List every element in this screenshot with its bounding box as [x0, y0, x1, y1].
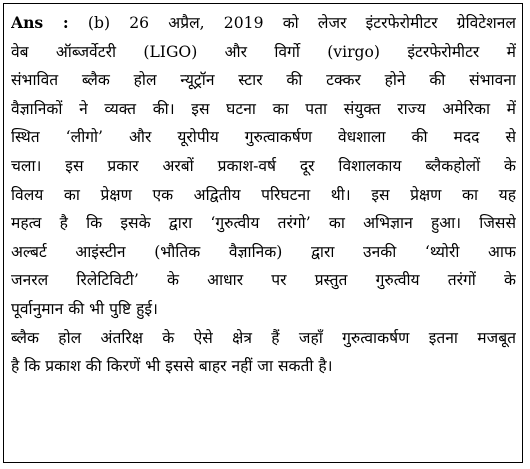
- paragraph2-line-1: ब्लैक होल अंतरिक्ष के ऐसे क्षेत्र हैं जहाँ गुरुत्वाकर्षण इतना मजबूत: [11, 328, 516, 347]
- paragraph1-line-8: महत्व है कि इसके द्वारा ‘गुरुत्वीय तरंगो’ का अभिज्ञान हुआ। जिससे: [11, 214, 516, 233]
- paragraph1-line-6: चला। इस प्रकार अरबों प्रकाश-वर्ष दूर विशालकाय ब्लैकहोलों के: [11, 156, 516, 175]
- paragraph1-line-3: संभावित ब्लैक होल न्यूट्रॉन स्टार की टक्कर होने की संभावना: [11, 71, 516, 90]
- paragraph1-line-1-text: (b) 26 अप्रैल, 2019 को लेजर इंटरफेरोमीटर ग्रेविटेशनल: [87, 14, 516, 32]
- paragraph1-line-2: वेब ऑब्जर्वेटरी (LIGO) और विर्गो (virgo) इंटरफेरोमीटर में: [11, 42, 516, 61]
- paragraph2-line-2: है कि प्रकाश की किरणें भी इससे बाहर नहीं जा सकती है।: [11, 357, 333, 376]
- paragraph1-line-5: स्थित ‘लीगो’ और यूरोपीय गुरुत्वाकर्षण वेधशाला की मदद से: [11, 128, 516, 147]
- paragraph1-line-4: वैज्ञानिकों ने व्यक्त की। इस घटना का पता संयुक्त राज्य अमेरिका में: [11, 99, 516, 118]
- paragraph1-line-9: अल्बर्ट आइंस्टीन (भौतिक वैज्ञानिक) द्वारा उनकी ‘थ्योरी आफ: [11, 242, 516, 261]
- answer-box: [3, 3, 523, 463]
- answer-label: Ans :: [11, 13, 69, 32]
- answer-line-1: [11, 9, 516, 38]
- paragraph1-line-11: पूर्वानुमान की भी पुष्टि हुई।: [11, 299, 158, 318]
- paragraph1-line-10: जनरल रिलेटिविटी’ के आधार पर प्रस्तुत गुरुत्वीय तरंगों के: [11, 271, 516, 290]
- paragraph1-line-7: विलय का प्रेक्षण एक अद्वितीय परिघटना थी। इस प्रेक्षण का यह: [11, 185, 516, 204]
